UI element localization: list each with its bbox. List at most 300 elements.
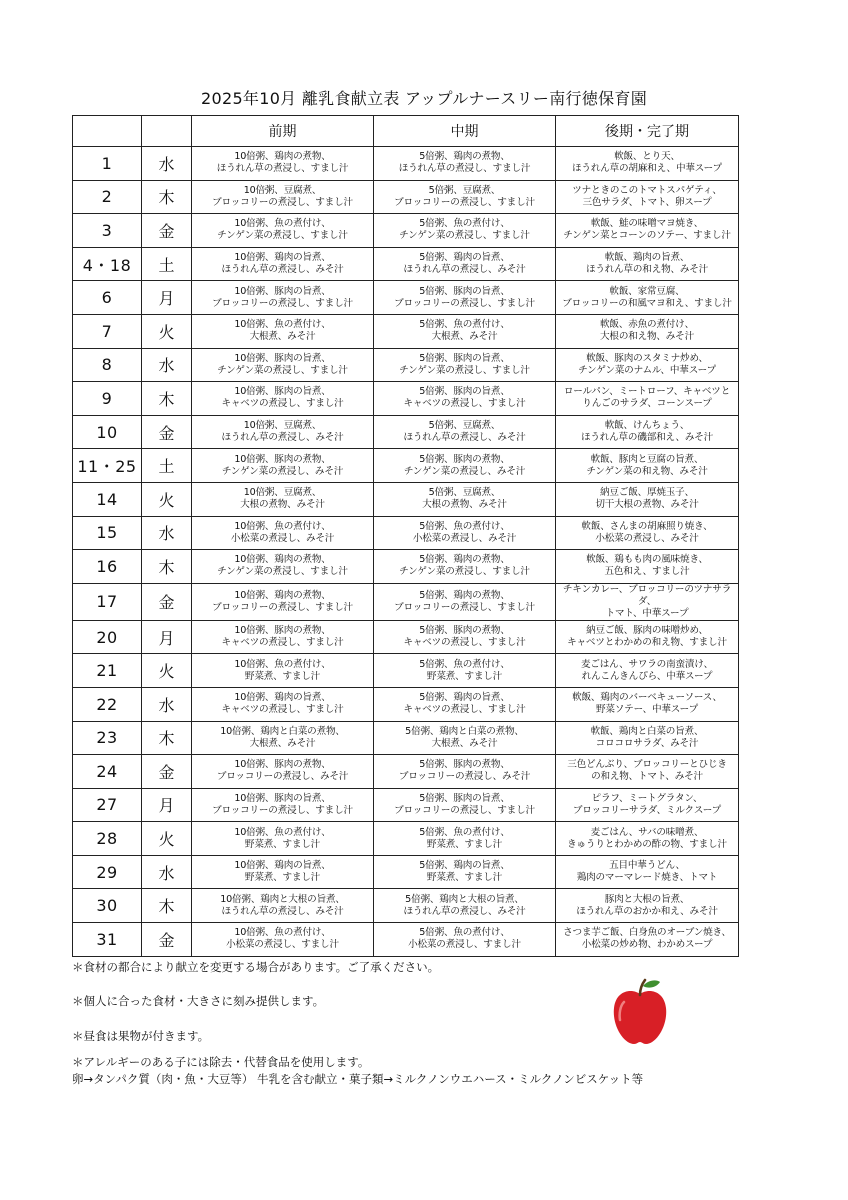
meal-line: チンゲン菜の煮浸し、すまし汁 — [217, 566, 348, 578]
meal-line: 大根の煮物、みそ汁 — [422, 499, 507, 511]
header-late: 後期・完了期 — [556, 116, 739, 147]
meal-early — [192, 583, 374, 620]
meal-late — [556, 855, 739, 889]
meal-early — [192, 721, 374, 755]
table-row — [73, 449, 739, 483]
meal-line: キャベツとわかめの和え物、すまし汁 — [567, 637, 727, 649]
meal-line: 軟飯、豚肉と豆腐の旨煮、 — [590, 453, 704, 465]
meal-line: 小松菜の煮浸し、みそ汁 — [595, 532, 699, 544]
header-early: 前期 — [192, 116, 374, 147]
meal-line: 5倍粥、鶏肉の旨煮、 — [419, 860, 510, 872]
meal-late — [556, 180, 739, 214]
meal-line: 野菜煮、すまし汁 — [426, 838, 503, 850]
meal-line: ほうれん草のおかか和え、みそ汁 — [576, 905, 718, 917]
meal-line: ブロッコリーの煮浸し、すまし汁 — [212, 196, 353, 208]
meal-line: 軟飯、鶏もも肉の風味焼き、 — [586, 554, 708, 566]
meal-middle — [374, 180, 556, 214]
meal-line: 5倍粥、魚の煮付け、 — [419, 658, 510, 670]
meal-middle — [374, 214, 556, 248]
meal-early — [192, 281, 374, 315]
meal-early — [192, 822, 374, 856]
table-row — [73, 382, 739, 416]
meal-line: 5倍粥、鶏肉の煮物、 — [419, 589, 510, 601]
meal-line: 5倍粥、鶏肉と白菜の煮物、 — [405, 725, 524, 737]
meal-late — [556, 348, 739, 382]
meal-line: 5倍粥、鶏肉の旨煮、 — [419, 692, 510, 704]
meal-line: 10倍粥、豆腐煮、 — [243, 487, 322, 499]
meal-line: トマト、中華スープ — [605, 607, 689, 619]
table-row — [73, 822, 739, 856]
meal-line: ほうれん草の胡麻和え、中華スープ — [572, 163, 722, 175]
day-date: 24 — [73, 755, 142, 789]
day-of-week: 火 — [142, 822, 192, 856]
meal-line: コロコロサラダ、みそ汁 — [595, 737, 699, 749]
meal-middle — [374, 583, 556, 620]
meal-late — [556, 247, 739, 281]
meal-line: 麦ごはん、サバの味噌煮、 — [590, 826, 704, 838]
meal-line: 5倍粥、豚肉の煮物、 — [419, 759, 510, 771]
meal-line: ツナときのこのトマトスパゲティ、 — [572, 184, 722, 196]
note-fruit: ＊昼食は果物が付きます。 — [72, 1029, 210, 1043]
meal-middle — [374, 449, 556, 483]
day-date: 3 — [73, 214, 142, 248]
meal-line: 5倍粥、魚の煮付け、 — [419, 218, 510, 230]
day-date: 11・25 — [73, 449, 142, 483]
day-date: 30 — [73, 889, 142, 923]
note-substitutes: 卵→タンパク質（肉・魚・大豆等） 牛乳を含む献立・菓子類→ミルクノンウエハース・ミルクノンビスケット等 — [72, 1072, 644, 1086]
meal-middle — [374, 147, 556, 181]
meal-middle — [374, 923, 556, 957]
meal-line: 大根煮、みそ汁 — [249, 331, 316, 343]
meal-line: チンゲン菜の煮浸し、すまし汁 — [399, 364, 530, 376]
day-date: 20 — [73, 620, 142, 654]
meal-line: 5倍粥、豚肉の煮物、 — [419, 625, 510, 637]
meal-line: ほうれん草の煮浸し、みそ汁 — [221, 264, 344, 276]
meal-line: 野菜煮、すまし汁 — [426, 872, 503, 884]
day-of-week: 金 — [142, 923, 192, 957]
table-row — [73, 755, 739, 789]
day-of-week: 木 — [142, 721, 192, 755]
meal-line: 10倍粥、豚肉の煮物、 — [234, 759, 331, 771]
meal-line: 軟飯、けんちょう、 — [604, 420, 690, 432]
meal-line: 大根煮、みそ汁 — [249, 737, 316, 749]
meal-middle — [374, 855, 556, 889]
day-date: 4・18 — [73, 247, 142, 281]
meal-line: 5倍粥、鶏肉の煮物、 — [419, 554, 510, 566]
meal-line: 10倍粥、豚肉の旨煮、 — [234, 792, 331, 804]
meal-middle — [374, 516, 556, 550]
day-of-week: 水 — [142, 516, 192, 550]
meal-line: 5倍粥、豚肉の旨煮、 — [419, 285, 510, 297]
menu-body — [73, 147, 739, 957]
note-allergy: ＊アレルギーのある子には除去・代替食品を使用します。 — [72, 1055, 370, 1069]
meal-line: 野菜煮、すまし汁 — [244, 838, 321, 850]
table-row — [73, 788, 739, 822]
meal-middle — [374, 348, 556, 382]
meal-line: チンゲン菜の煮浸し、みそ汁 — [221, 465, 344, 477]
meal-line: 5倍粥、魚の煮付け、 — [419, 319, 510, 331]
meal-line: 野菜ソテー、中華スープ — [596, 704, 698, 716]
meal-late — [556, 415, 739, 449]
meal-line: ほうれん草の和え物、みそ汁 — [585, 264, 709, 276]
meal-early — [192, 550, 374, 584]
meal-early — [192, 180, 374, 214]
meal-early — [192, 755, 374, 789]
meal-line: 5倍粥、豆腐煮、 — [428, 184, 501, 196]
day-of-week: 木 — [142, 889, 192, 923]
meal-late — [556, 281, 739, 315]
meal-line: 小松菜の煮浸し、すまし汁 — [226, 939, 339, 951]
meal-line: 軟飯、鶏肉のバーベキューソース、 — [572, 692, 722, 704]
meal-line: 10倍粥、魚の煮付け、 — [234, 927, 331, 939]
meal-line: 麦ごはん、サワラの南蛮漬け、 — [580, 658, 714, 670]
day-of-week: 水 — [142, 687, 192, 721]
table-row — [73, 855, 739, 889]
meal-middle — [374, 314, 556, 348]
meal-middle — [374, 788, 556, 822]
meal-line: ブロッコリーの煮浸し、すまし汁 — [212, 601, 353, 613]
day-of-week: 金 — [142, 755, 192, 789]
meal-early — [192, 314, 374, 348]
day-of-week: 木 — [142, 550, 192, 584]
note-portion: ＊個人に合った食材・大きさに刻み提供します。 — [72, 994, 325, 1008]
table-row — [73, 620, 739, 654]
day-of-week: 金 — [142, 214, 192, 248]
day-date: 31 — [73, 923, 142, 957]
meal-line: 軟飯、赤魚の煮付け、 — [600, 319, 694, 331]
meal-line: 10倍粥、鶏肉の旨煮、 — [234, 692, 331, 704]
meal-line: 三色サラダ、トマト、卵スープ — [582, 196, 712, 208]
day-date: 23 — [73, 721, 142, 755]
meal-early — [192, 382, 374, 416]
meal-line: 野菜煮、すまし汁 — [244, 872, 321, 884]
day-of-week: 木 — [142, 382, 192, 416]
meal-line: 5倍粥、魚の煮付け、 — [419, 520, 510, 532]
day-of-week: 土 — [142, 449, 192, 483]
meal-late — [556, 822, 739, 856]
meal-line: 10倍粥、豚肉の旨煮、 — [234, 352, 331, 364]
meal-line: 10倍粥、豆腐煮、 — [243, 420, 322, 432]
meal-early — [192, 687, 374, 721]
meal-line: キャベツの煮浸し、すまし汁 — [403, 398, 526, 410]
day-date: 10 — [73, 415, 142, 449]
meal-line: の和え物、トマト、みそ汁 — [591, 771, 703, 783]
meal-early — [192, 482, 374, 516]
meal-late — [556, 382, 739, 416]
day-date: 22 — [73, 687, 142, 721]
meal-line: ブロッコリーの煮浸し、みそ汁 — [398, 771, 531, 783]
note-menu-change: ＊食材の都合により献立を変更する場合があります。ご了承ください。 — [72, 960, 440, 974]
meal-line: 軟飯、豚肉のスタミナ炒め、 — [586, 352, 708, 364]
meal-middle — [374, 889, 556, 923]
meal-late — [556, 889, 739, 923]
meal-middle — [374, 687, 556, 721]
table-row — [73, 923, 739, 957]
meal-early — [192, 923, 374, 957]
meal-line: 5倍粥、魚の煮付け、 — [419, 927, 510, 939]
meal-line: 大根の和え物、みそ汁 — [600, 331, 694, 343]
meal-line: キャベツの煮浸し、すまし汁 — [221, 637, 344, 649]
meal-early — [192, 348, 374, 382]
meal-line: チキンカレー、ブロッコリーのツナサラダ、 — [562, 583, 732, 607]
meal-early — [192, 147, 374, 181]
meal-middle — [374, 620, 556, 654]
meal-early — [192, 654, 374, 688]
meal-line: 小松菜の煮浸し、みそ汁 — [412, 532, 517, 544]
day-of-week: 土 — [142, 247, 192, 281]
meal-early — [192, 620, 374, 654]
meal-line: ブロッコリーサラダ、ミルクスープ — [572, 804, 722, 816]
day-date: 9 — [73, 382, 142, 416]
meal-middle — [374, 281, 556, 315]
meal-early — [192, 788, 374, 822]
day-date: 14 — [73, 482, 142, 516]
meal-line: チンゲン菜の和え物、みそ汁 — [586, 465, 708, 477]
meal-line: 小松菜の炒め物、わかめスープ — [581, 939, 713, 951]
meal-line: 小松菜の煮浸し、すまし汁 — [408, 939, 521, 951]
meal-line: ほうれん草の煮浸し、すまし汁 — [216, 163, 349, 175]
meal-line: チンゲン菜の煮浸し、すまし汁 — [217, 364, 348, 376]
meal-line: 5倍粥、豆腐煮、 — [428, 420, 501, 432]
meal-line: 10倍粥、鶏肉と大根の旨煮、 — [220, 893, 345, 905]
meal-late — [556, 482, 739, 516]
meal-line: ほうれん草の煮浸し、みそ汁 — [221, 905, 344, 917]
table-row — [73, 415, 739, 449]
day-of-week: 水 — [142, 855, 192, 889]
day-of-week: 水 — [142, 147, 192, 181]
meal-line: キャベツの煮浸し、すまし汁 — [221, 704, 344, 716]
meal-line: 軟飯、さんまの胡麻照り焼き、 — [581, 520, 713, 532]
meal-line: 10倍粥、魚の煮付け、 — [234, 319, 331, 331]
meal-line: チンゲン菜のナムル、中華スープ — [578, 364, 716, 376]
meal-line: 大根煮、みそ汁 — [431, 331, 498, 343]
meal-middle — [374, 822, 556, 856]
day-of-week: 木 — [142, 180, 192, 214]
meal-line: 5倍粥、鶏肉の旨煮、 — [419, 252, 510, 264]
meal-early — [192, 516, 374, 550]
meal-line: 10倍粥、豚肉の煮物、 — [234, 453, 331, 465]
table-row — [73, 583, 739, 620]
meal-line: 10倍粥、鶏肉と白菜の煮物、 — [220, 725, 345, 737]
day-date: 8 — [73, 348, 142, 382]
meal-middle — [374, 550, 556, 584]
day-of-week: 月 — [142, 281, 192, 315]
day-of-week: 火 — [142, 482, 192, 516]
table-row — [73, 687, 739, 721]
meal-line: ほうれん草の煮浸し、すまし汁 — [398, 163, 531, 175]
meal-line: ブロッコリーの煮浸し、すまし汁 — [212, 297, 353, 309]
meal-line: キャベツの煮浸し、すまし汁 — [403, 704, 526, 716]
table-row — [73, 348, 739, 382]
day-of-week: 金 — [142, 583, 192, 620]
day-date: 28 — [73, 822, 142, 856]
meal-early — [192, 855, 374, 889]
meal-line: 5倍粥、豚肉の煮物、 — [419, 453, 510, 465]
page-title: 2025年10月 離乳食献立表 アップルナースリー南行徳保育園 — [201, 89, 647, 108]
meal-line: ブロッコリーの煮浸し、みそ汁 — [216, 771, 349, 783]
meal-line: 軟飯、鶏肉の旨煮、 — [604, 252, 690, 264]
table-row — [73, 550, 739, 584]
meal-line: ブロッコリーの煮浸し、すまし汁 — [394, 297, 535, 309]
meal-line: 5倍粥、鶏肉の煮物、 — [419, 151, 510, 163]
day-of-week: 月 — [142, 620, 192, 654]
meal-line: チンゲン菜の煮浸し、すまし汁 — [399, 230, 530, 242]
meal-early — [192, 889, 374, 923]
table-row — [73, 247, 739, 281]
table-header-row — [73, 116, 739, 147]
meal-line: 大根煮、みそ汁 — [431, 737, 498, 749]
meal-late — [556, 721, 739, 755]
meal-line: ほうれん草の煮浸し、みそ汁 — [403, 432, 526, 444]
table-row — [73, 281, 739, 315]
meal-line: 軟飯、家常豆腐、 — [609, 285, 685, 297]
meal-middle — [374, 755, 556, 789]
apple-icon — [604, 976, 676, 1048]
meal-line: 三色どんぶり、ブロッコリーとひじき — [567, 759, 727, 771]
meal-line: 5倍粥、鶏肉と大根の旨煮、 — [405, 893, 524, 905]
header-middle: 中期 — [374, 116, 556, 147]
meal-late — [556, 923, 739, 957]
header-dow — [142, 116, 192, 147]
meal-middle — [374, 721, 556, 755]
table-row — [73, 889, 739, 923]
meal-line: ブロッコリーの煮浸し、すまし汁 — [394, 804, 535, 816]
meal-line: ロールパン、ミートローフ、キャベツと — [563, 386, 731, 398]
day-of-week: 火 — [142, 314, 192, 348]
meal-line: ほうれん草の磯部和え、みそ汁 — [580, 432, 714, 444]
meal-line: 五目中華うどん、 — [609, 860, 685, 872]
meal-line: 野菜煮、すまし汁 — [426, 670, 503, 682]
day-date: 7 — [73, 314, 142, 348]
meal-late — [556, 214, 739, 248]
meal-line: 10倍粥、魚の煮付け、 — [234, 520, 331, 532]
day-date: 27 — [73, 788, 142, 822]
meal-line: 10倍粥、鶏肉の煮物、 — [234, 151, 331, 163]
meal-late — [556, 687, 739, 721]
meal-late — [556, 620, 739, 654]
meal-line: 5倍粥、豆腐煮、 — [428, 487, 501, 499]
meal-line: ブロッコリーの煮浸し、すまし汁 — [394, 601, 535, 613]
meal-line: 10倍粥、魚の煮付け、 — [234, 658, 331, 670]
meal-line: 大根の煮物、みそ汁 — [240, 499, 325, 511]
meal-line: チンゲン菜の煮浸し、すまし汁 — [217, 230, 348, 242]
meal-line: さつま芋ご飯、白身魚のオーブン焼き、 — [563, 927, 731, 939]
meal-early — [192, 415, 374, 449]
meal-middle — [374, 482, 556, 516]
meal-middle — [374, 247, 556, 281]
table-row — [73, 314, 739, 348]
day-date: 17 — [73, 583, 142, 620]
meal-middle — [374, 654, 556, 688]
meal-line: キャベツの煮浸し、すまし汁 — [221, 398, 344, 410]
meal-line: ピラフ、ミートグラタン、 — [591, 792, 703, 804]
meal-line: 5倍粥、豚肉の旨煮、 — [419, 792, 510, 804]
meal-line: 10倍粥、豚肉の旨煮、 — [234, 386, 331, 398]
meal-line: 10倍粥、魚の煮付け、 — [234, 826, 331, 838]
meal-line: 納豆ご飯、豚肉の味噌炒め、 — [586, 625, 708, 637]
meal-line: 10倍粥、鶏肉の旨煮、 — [234, 860, 331, 872]
meal-line: 軟飯、とり天、 — [614, 151, 680, 163]
meal-line: ブロッコリーの煮浸し、すまし汁 — [212, 804, 353, 816]
meal-late — [556, 449, 739, 483]
meal-late — [556, 314, 739, 348]
meal-line: 10倍粥、鶏肉の旨煮、 — [234, 252, 331, 264]
meal-line: きゅうりとわかめの酢の物、すまし汁 — [567, 838, 727, 850]
meal-middle — [374, 415, 556, 449]
meal-line: ほうれん草の煮浸し、みそ汁 — [403, 905, 526, 917]
table-row — [73, 721, 739, 755]
meal-line: 10倍粥、豚肉の旨煮、 — [234, 285, 331, 297]
meal-line: 10倍粥、豆腐煮、 — [243, 184, 322, 196]
day-of-week: 水 — [142, 348, 192, 382]
day-date: 1 — [73, 147, 142, 181]
day-of-week: 月 — [142, 788, 192, 822]
meal-line: チンゲン菜の煮浸し、みそ汁 — [403, 465, 526, 477]
meal-line: ほうれん草の煮浸し、みそ汁 — [403, 264, 526, 276]
meal-line: 豚肉と大根の旨煮、 — [604, 893, 690, 905]
meal-line: 5倍粥、魚の煮付け、 — [419, 826, 510, 838]
meal-line: 納豆ご飯、厚焼玉子、 — [600, 487, 694, 499]
meal-early — [192, 247, 374, 281]
meal-line: 5倍粥、豚肉の旨煮、 — [419, 386, 510, 398]
meal-line: 軟飯、鶏肉と白菜の旨煮、 — [590, 725, 704, 737]
meal-line: れんこんきんぴら、中華スープ — [581, 670, 713, 682]
meal-line: 五色和え、すまし汁 — [604, 566, 690, 578]
day-of-week: 火 — [142, 654, 192, 688]
meal-early — [192, 449, 374, 483]
meal-late — [556, 147, 739, 181]
day-date: 15 — [73, 516, 142, 550]
day-date: 21 — [73, 654, 142, 688]
meal-middle — [374, 382, 556, 416]
day-date: 29 — [73, 855, 142, 889]
meal-late — [556, 755, 739, 789]
day-date: 16 — [73, 550, 142, 584]
meal-line: 軟飯、鮭の味噌マヨ焼き、 — [590, 218, 704, 230]
meal-late — [556, 516, 739, 550]
day-date: 2 — [73, 180, 142, 214]
day-date: 6 — [73, 281, 142, 315]
meal-line: チンゲン菜の煮浸し、すまし汁 — [399, 566, 530, 578]
table-row — [73, 180, 739, 214]
meal-line: りんごのサラダ、コーンスープ — [582, 398, 712, 410]
day-of-week: 金 — [142, 415, 192, 449]
meal-late — [556, 583, 739, 620]
table-row — [73, 214, 739, 248]
table-row — [73, 516, 739, 550]
table-row — [73, 654, 739, 688]
meal-late — [556, 550, 739, 584]
meal-line: 10倍粥、鶏肉の煮物、 — [234, 554, 331, 566]
meal-line: 10倍粥、鶏肉の煮物、 — [234, 589, 331, 601]
meal-line: 鶏肉のマーマレード焼き、トマト — [576, 872, 718, 884]
meal-line: 10倍粥、豚肉の煮物、 — [234, 625, 331, 637]
meal-line: 10倍粥、魚の煮付け、 — [234, 218, 331, 230]
meal-line: ほうれん草の煮浸し、みそ汁 — [221, 432, 344, 444]
meal-line: 5倍粥、豚肉の旨煮、 — [419, 352, 510, 364]
meal-late — [556, 788, 739, 822]
meal-line: チンゲン菜とコーンのソテー、すまし汁 — [563, 230, 731, 242]
meal-late — [556, 654, 739, 688]
table-row — [73, 482, 739, 516]
meal-line: 切干大根の煮物、みそ汁 — [595, 499, 699, 511]
table-row — [73, 147, 739, 181]
meal-line: 野菜煮、すまし汁 — [244, 670, 321, 682]
meal-line: キャベツの煮浸し、すまし汁 — [403, 637, 526, 649]
meal-line: 小松菜の煮浸し、みそ汁 — [230, 532, 335, 544]
header-date — [73, 116, 142, 147]
meal-line: ブロッコリーの和風マヨ和え、すまし汁 — [562, 297, 732, 309]
